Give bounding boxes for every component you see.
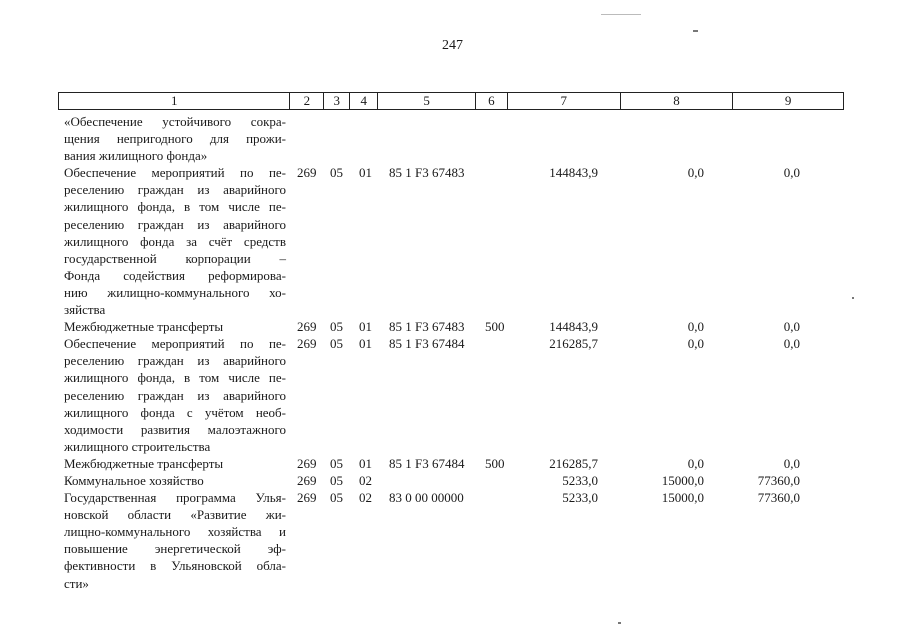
description-line: Межбюджетные трансферты bbox=[64, 319, 224, 335]
description-line: жилищного фонда за счёт средств bbox=[64, 233, 286, 249]
scan-mark bbox=[852, 297, 854, 299]
cell-col-5: 85 1 F3 67484 bbox=[389, 336, 465, 352]
cell-col-9: 0,0 bbox=[783, 319, 800, 335]
cell-col-9: 0,0 bbox=[783, 336, 800, 352]
cell-col-4: 01 bbox=[359, 165, 372, 181]
description-line: реселению граждан из аварийного bbox=[64, 353, 286, 369]
description-line: жилищного фонда, в том числе пе- bbox=[64, 199, 286, 215]
cell-col-8: 15000,0 bbox=[661, 490, 704, 506]
cell-col-7: 216285,7 bbox=[549, 336, 598, 352]
page-number: 247 bbox=[442, 38, 463, 53]
cell-col-2: 269 bbox=[297, 455, 317, 471]
description-line: «Обеспечение устойчивого сокра- bbox=[64, 114, 286, 129]
header-col-6: 6 bbox=[476, 93, 508, 109]
row-description bbox=[64, 489, 286, 592]
description-line: Обеспечение мероприятий по пе- bbox=[64, 165, 286, 181]
scan-mark bbox=[693, 30, 698, 32]
description-line: повышение энергетической эф- bbox=[64, 541, 286, 557]
description-line: государственной корпорации – bbox=[64, 250, 286, 266]
header-col-8: 8 bbox=[621, 93, 734, 109]
cell-col-4: 02 bbox=[359, 472, 372, 488]
cell-col-3: 05 bbox=[330, 165, 343, 181]
description-line: ходимости развития малоэтажного bbox=[64, 421, 286, 437]
cell-col-3: 05 bbox=[330, 455, 343, 471]
description-line: жилищного фонда, в том числе пе- bbox=[64, 370, 286, 386]
header-col-7: 7 bbox=[508, 93, 621, 109]
table-row bbox=[0, 335, 905, 455]
description-line: вания жилищного фонда» bbox=[64, 148, 208, 164]
cell-col-8: 15000,0 bbox=[661, 472, 704, 488]
description-line: нию жилищно-коммунального хо- bbox=[64, 284, 286, 300]
cell-col-9: 77360,0 bbox=[757, 490, 800, 506]
table-row bbox=[0, 455, 905, 472]
header-col-2: 2 bbox=[290, 93, 324, 109]
cell-col-5: 83 0 00 00000 bbox=[389, 490, 464, 506]
row-description bbox=[64, 164, 286, 318]
cell-col-8: 0,0 bbox=[687, 165, 704, 181]
table-header bbox=[58, 92, 844, 110]
cell-col-5: 85 1 F3 67483 bbox=[389, 319, 465, 335]
cell-col-4: 01 bbox=[359, 455, 372, 471]
cell-col-6: 500 bbox=[485, 455, 505, 471]
table-row bbox=[0, 318, 905, 335]
cell-col-7: 5233,0 bbox=[562, 490, 598, 506]
header-col-5: 5 bbox=[378, 93, 476, 109]
description-line: щения непригодного для прожи- bbox=[64, 131, 286, 147]
cell-col-9: 77360,0 bbox=[757, 472, 800, 488]
description-line: реселению граждан из аварийного bbox=[64, 387, 286, 403]
description-line: сти» bbox=[64, 575, 89, 591]
cell-col-2: 269 bbox=[297, 319, 317, 335]
header-col-1: 1 bbox=[59, 93, 290, 109]
row-description bbox=[64, 318, 286, 335]
cell-col-7: 216285,7 bbox=[549, 455, 598, 471]
cell-col-2: 269 bbox=[297, 165, 317, 181]
table-row bbox=[0, 472, 905, 489]
cell-col-9: 0,0 bbox=[783, 455, 800, 471]
scan-mark bbox=[618, 622, 621, 624]
description-line: новской области «Развитие жи- bbox=[64, 507, 286, 523]
table-row bbox=[0, 489, 905, 592]
description-line: зяйства bbox=[64, 302, 106, 318]
header-col-3: 3 bbox=[324, 93, 350, 109]
cell-col-3: 05 bbox=[330, 336, 343, 352]
table-body bbox=[0, 113, 905, 592]
cell-col-8: 0,0 bbox=[687, 455, 704, 471]
cell-col-3: 05 bbox=[330, 319, 343, 335]
cell-col-6: 500 bbox=[485, 319, 505, 335]
cell-col-3: 05 bbox=[330, 490, 343, 506]
cell-col-4: 01 bbox=[359, 336, 372, 352]
row-description bbox=[64, 455, 286, 472]
description-line: жилищного строительства bbox=[64, 438, 211, 454]
cell-col-7: 144843,9 bbox=[549, 165, 598, 181]
cell-col-4: 01 bbox=[359, 319, 372, 335]
cell-col-7: 144843,9 bbox=[549, 319, 598, 335]
cell-col-8: 0,0 bbox=[687, 336, 704, 352]
description-line: фективности в Ульяновской обла- bbox=[64, 558, 286, 574]
scan-mark bbox=[601, 14, 641, 15]
table-row bbox=[0, 113, 905, 164]
description-line: Межбюджетные трансферты bbox=[64, 455, 224, 471]
description-line: Государственная программа Улья- bbox=[64, 490, 286, 506]
cell-col-2: 269 bbox=[297, 472, 317, 488]
description-line: реселению граждан из аварийного bbox=[64, 182, 286, 198]
header-col-4: 4 bbox=[350, 93, 378, 109]
description-line: Обеспечение мероприятий по пе- bbox=[64, 336, 286, 352]
description-line: Фонда содействия реформирова- bbox=[64, 267, 286, 283]
cell-col-4: 02 bbox=[359, 490, 372, 506]
row-description bbox=[64, 335, 286, 455]
description-line: жилищного фонда с учётом необ- bbox=[64, 404, 286, 420]
row-description bbox=[64, 472, 286, 489]
description-line: Коммунальное хозяйство bbox=[64, 472, 204, 488]
cell-col-9: 0,0 bbox=[783, 165, 800, 181]
cell-col-3: 05 bbox=[330, 472, 343, 488]
description-line: реселению граждан из аварийного bbox=[64, 216, 286, 232]
cell-col-2: 269 bbox=[297, 336, 317, 352]
header-col-9: 9 bbox=[784, 93, 792, 108]
description-line: лищно-коммунального хозяйства и bbox=[64, 524, 286, 540]
cell-col-7: 5233,0 bbox=[562, 472, 598, 488]
cell-col-2: 269 bbox=[297, 490, 317, 506]
table-row bbox=[0, 164, 905, 318]
cell-col-5: 85 1 F3 67484 bbox=[389, 455, 465, 471]
row-description bbox=[64, 113, 286, 164]
cell-col-8: 0,0 bbox=[687, 319, 704, 335]
cell-col-5: 85 1 F3 67483 bbox=[389, 165, 465, 181]
